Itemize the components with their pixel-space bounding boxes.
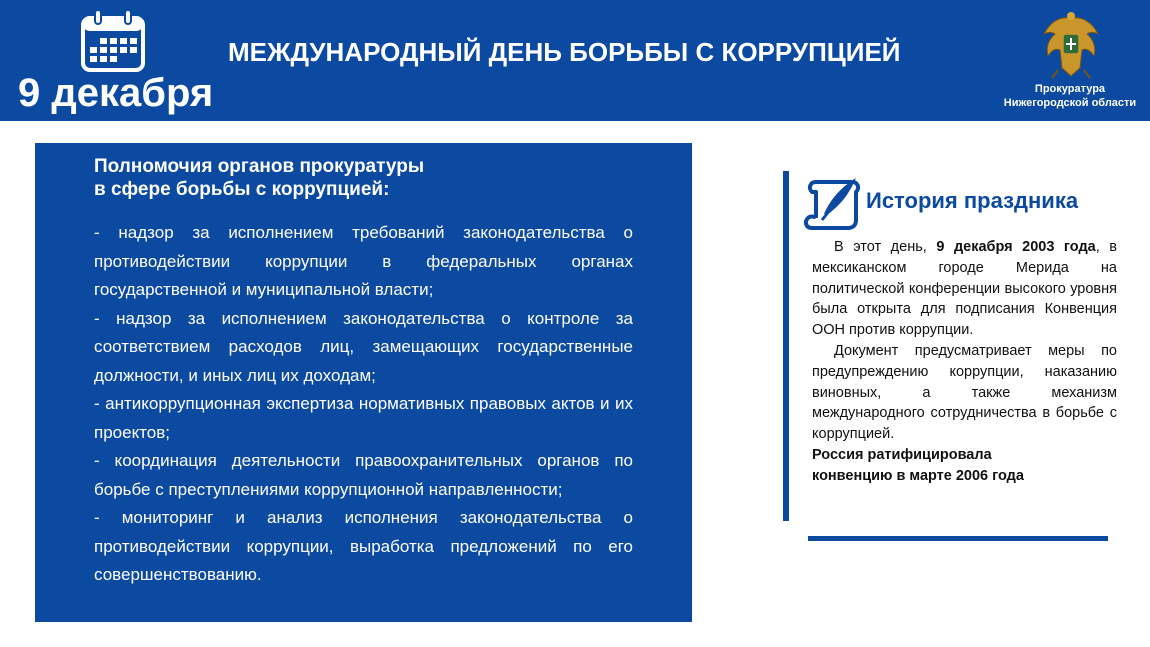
scroll-quill-icon	[800, 170, 866, 232]
ratification-line-1: Россия ратифицировала	[812, 446, 992, 463]
history-p1-date: 9 декабря 2003 года	[936, 239, 1096, 255]
power-item: - надзор за исполнением законодательства о контроле за соответствием расходов лиц, замещающих государственные должности, и иных лиц их доходам;	[94, 308, 633, 385]
emblem-icon	[1038, 10, 1104, 82]
powers-heading-line-1: Полномочия органов прокуратуры	[94, 156, 425, 177]
event-date: 9 декабря	[18, 71, 214, 115]
page-title: МЕЖДУНАРОДНЫЙ ДЕНЬ БОРЬБЫ С КОРРУПЦИЕЙ	[228, 37, 901, 67]
history-paragraph-1	[812, 237, 1117, 341]
org-line-2: Нижегородской области	[1003, 97, 1137, 109]
history-p1-lead: В этот день,	[834, 239, 937, 255]
org-line-1: Прокуратура	[1034, 83, 1106, 95]
header-banner	[0, 0, 1150, 121]
powers-list	[94, 219, 633, 590]
power-item: - надзор за исполнением требований законодательства о противодействии коррупции в федеральных органах государственной и муниципальной власти;	[94, 223, 633, 299]
powers-heading	[94, 155, 634, 201]
history-p1-rest: , в мексиканском городе Мерида на политической конференции высокого уровня была открыта для подписания Конвенция ООН против коррупции.	[812, 239, 1117, 339]
powers-heading-line-2: в сфере борьбы с коррупцией:	[94, 179, 390, 200]
ratification-line-2: конвенцию в марте 2006 года	[812, 467, 1024, 484]
history-side-bar	[783, 171, 789, 521]
history-text	[812, 237, 1117, 487]
history-underline	[808, 536, 1108, 541]
power-item: - мониторинг и анализ исполнения законодательства о противодействии коррупции, выработка предложений по его совершенствованию.	[94, 508, 633, 584]
powers-panel	[35, 143, 692, 622]
history-paragraph-2: Документ предусматривает меры по предупреждению коррупции, наказанию виновных, а также механизм международного сотрудничества в борьбе с коррупцией.	[812, 342, 1117, 443]
organization-name	[990, 82, 1150, 110]
history-ratification	[812, 445, 1117, 487]
history-title: История праздника	[866, 188, 1079, 213]
power-item: - координация деятельности правоохранительных органов по борьбе с преступлениями коррупционной направленности;	[94, 451, 633, 499]
calendar-icon	[81, 8, 145, 72]
power-item: - антикоррупционная экспертиза нормативных правовых актов и их проектов;	[94, 394, 633, 442]
